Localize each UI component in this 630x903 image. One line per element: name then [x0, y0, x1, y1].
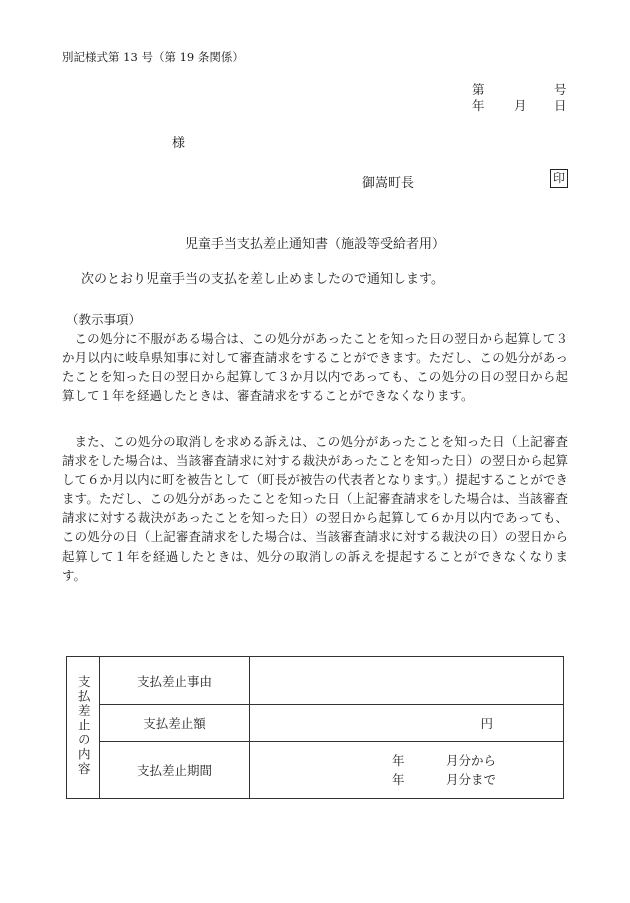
period-value	[250, 742, 564, 799]
suspension-details-table	[66, 656, 564, 799]
document-title: 児童手当支払差止通知書（施設等受給者用）	[184, 237, 445, 252]
number-prefix: 第	[472, 82, 485, 97]
date-year-label: 年	[472, 98, 485, 113]
seal-mark: 印	[550, 169, 568, 188]
intro-text: 次のとおり児童手当の支払を差し止めましたので通知します。	[81, 272, 444, 287]
number-suffix: 号	[554, 82, 567, 97]
form-label: 別記様式第 13 号（第 19 条関係）	[62, 50, 244, 64]
period-from-month: 月分から	[446, 753, 497, 768]
addressee-suffix: 様	[172, 136, 186, 151]
side-label-cell	[67, 657, 100, 799]
reason-value	[250, 657, 564, 705]
period-from-year: 年	[392, 753, 405, 768]
issuer-name: 御嵩町長	[362, 176, 415, 191]
period-to-year: 年	[392, 772, 405, 787]
period-label: 支払差止期間	[100, 742, 250, 799]
amount-value	[250, 705, 564, 742]
side-label: 支払差止の内容	[76, 675, 92, 777]
notes-heading: （教示事項）	[66, 312, 142, 327]
period-to-line	[250, 770, 563, 789]
notes-paragraph-1: この処分に不服がある場合は、この処分があったことを知った日の翌日から起算して３か月以内に岐阜県知事に対して審査請求をすることができます。ただし、この処分があったことを知った日の翌日から起算して３か月以内であっても、この処分の日の翌日から起算して１年を経過したときは、審査請求をすることができなくなります。	[62, 331, 568, 404]
reason-label: 支払差止事由	[100, 657, 250, 705]
period-to-month: 月分まで	[446, 772, 497, 787]
amount-unit: 円	[480, 716, 493, 731]
notes-paragraph-2: また、この処分の取消しを求める訴えは、この処分があったことを知った日（上記審査請求をした場合は、当該審査請求に対する裁決があったことを知った日）の翌日から起算して６か月以内に町を被告として（町長が被告の代表者となります。）提起することができます。ただし、この処分があったことを知った日（上記審査請求をした場合は、当該審査請求に対する裁決があったことを知った日）の翌日から起算して６か月以内であっても、この処分の日（上記審査請求をした場合は、当該審査請求に対する裁決の日）の翌日から起算して１年を経過したときは、処分の取消しの訴えを提起することができなくなります。	[62, 434, 568, 583]
date-day-label: 日	[554, 98, 567, 113]
date-month-label: 月	[514, 98, 527, 113]
period-from-line	[250, 751, 563, 770]
amount-label: 支払差止額	[100, 705, 250, 742]
